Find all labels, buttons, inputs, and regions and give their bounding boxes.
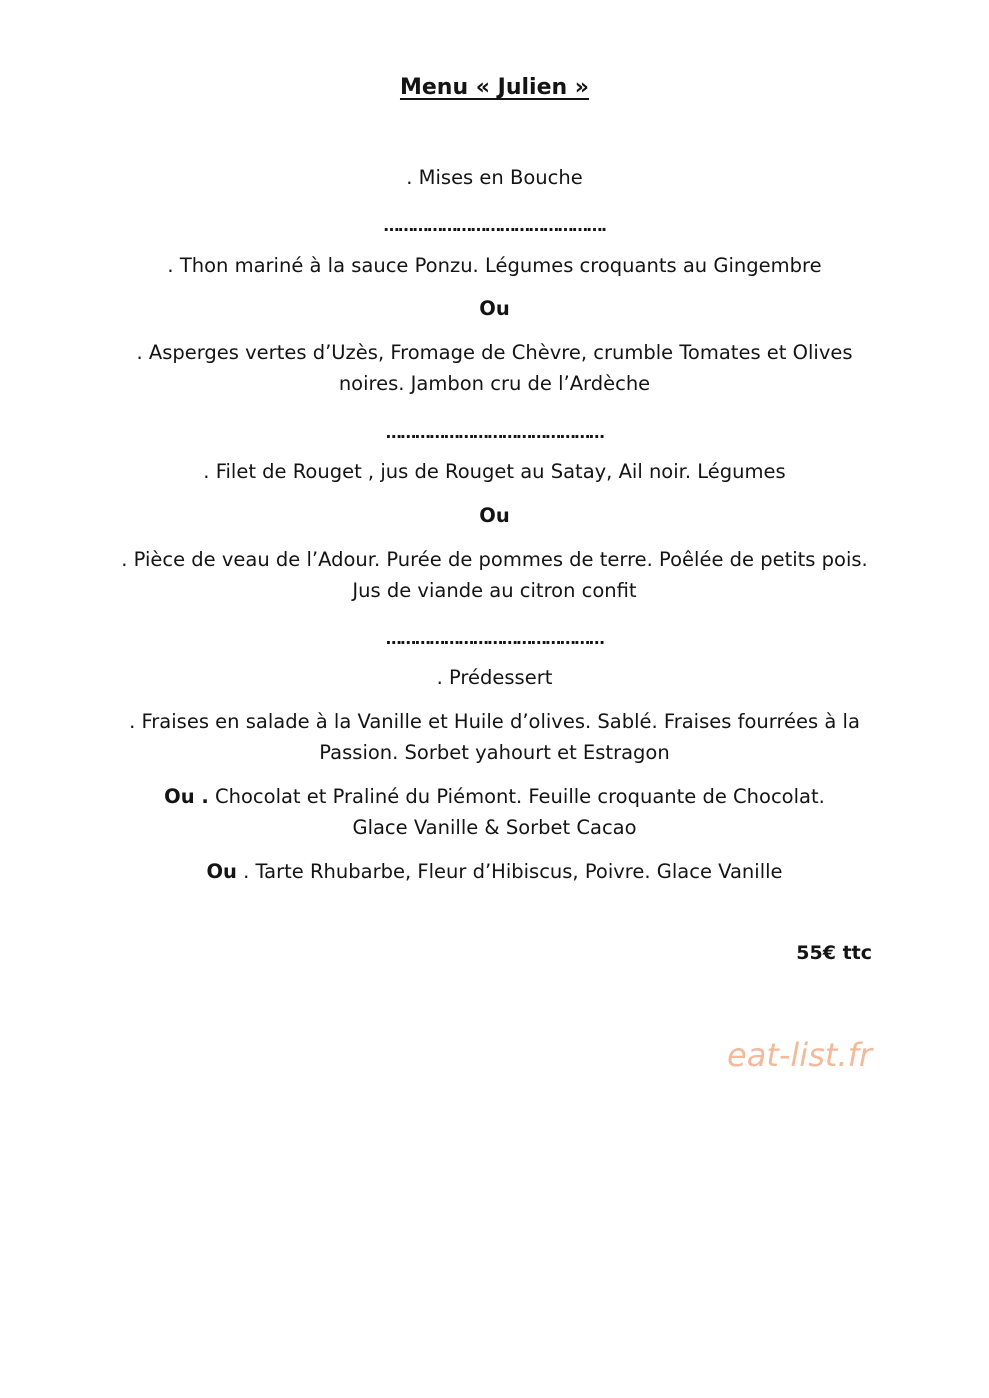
dessert-2-line-2: Glace Vanille & Sorbet Cacao — [352, 816, 637, 839]
main-1-line: . Filet de Rouget , jus de Rouget au Satay, Ail noir. Légumes — [203, 460, 786, 483]
starter-2-line-1: . Asperges vertes d’Uzès, Fromage de Chèvre, crumble Tomates et Olives — [136, 341, 853, 364]
dessert-1-line-2: Passion. Sorbet yahourt et Estragon — [319, 741, 670, 764]
starter-1-line: . Thon mariné à la sauce Ponzu. Légumes croquants au Gingembre — [167, 254, 822, 277]
dessert-2-or-prefix: Ou . — [164, 785, 209, 808]
amuse-bouche-line: . Mises en Bouche — [406, 166, 583, 189]
dessert-1-line-1: . Fraises en salade à la Vanille et Huile d’olives. Sablé. Fraises fourrées à la — [129, 710, 860, 733]
starter-2-line-2: noires. Jambon cru de l’Ardèche — [338, 372, 651, 395]
dessert-2-text: Chocolat et Praliné du Piémont. Feuille croquante de Chocolat. — [208, 785, 825, 808]
menu-price: 55€ ttc — [796, 942, 872, 964]
main-2-line-2: Jus de viande au citron confit — [352, 579, 637, 602]
menu-title-text: Menu « Julien » — [399, 75, 590, 100]
separator-3: ……………………………………… — [385, 629, 604, 648]
dessert-2-line-1 — [0, 781, 989, 812]
dessert-3-text: . Tarte Rhubarbe, Fleur d’Hibiscus, Poivre. Glace Vanille — [236, 860, 783, 883]
dessert-3-or-prefix: Ou — [206, 860, 237, 883]
separator-2: ……………………………………… — [385, 423, 604, 442]
or-label-main: Ou — [479, 504, 510, 527]
separator-1: ………………………………………. — [383, 216, 606, 235]
menu-title — [0, 73, 989, 103]
watermark: eat-list.fr — [727, 1036, 872, 1074]
or-label-starter: Ou — [479, 297, 510, 320]
predessert-line: . Prédessert — [436, 666, 553, 689]
dessert-3-line — [0, 856, 989, 887]
main-2-line-1: . Pièce de veau de l’Adour. Purée de pommes de terre. Poêlée de petits pois. — [121, 548, 868, 571]
